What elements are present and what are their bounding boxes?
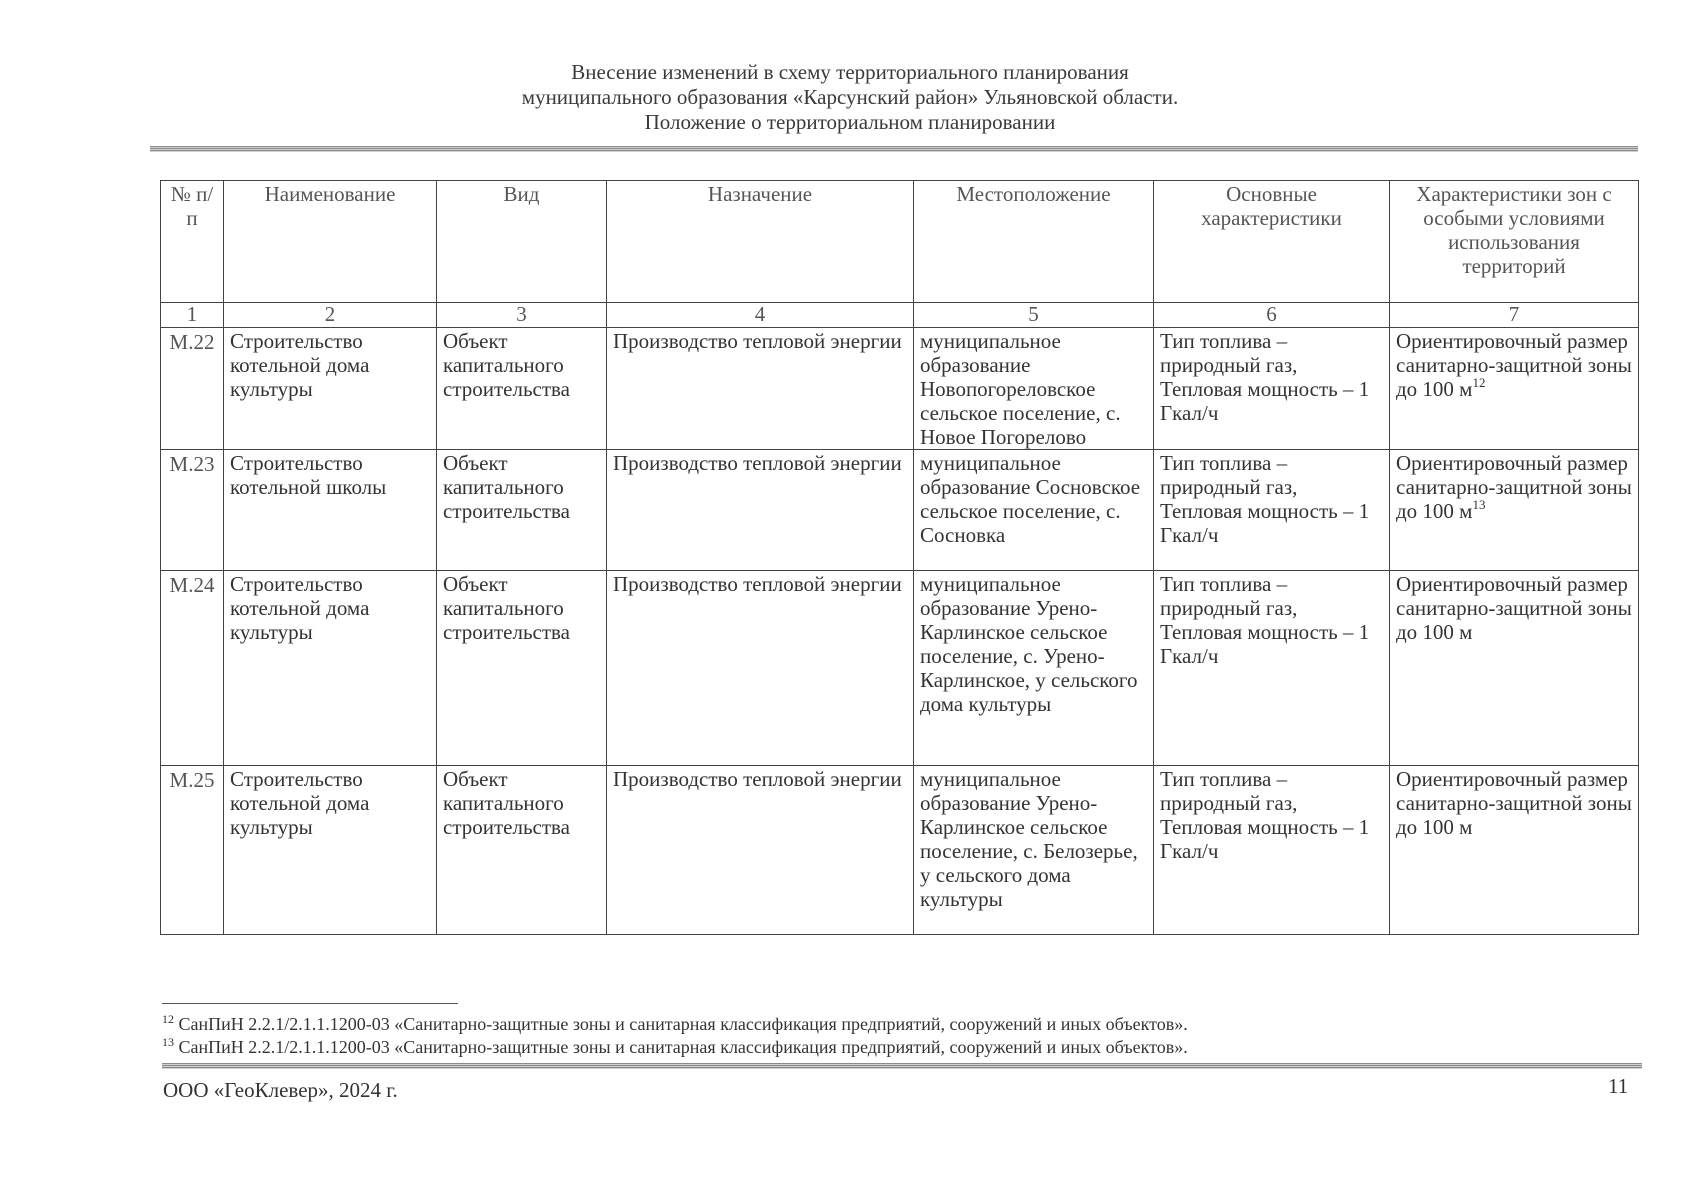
table-row xyxy=(161,328,1639,450)
object-type: Объект капитального строительства xyxy=(437,450,607,571)
object-purpose: Производство тепловой энергии xyxy=(607,450,914,571)
footnote-text: СанПиН 2.2.1/2.1.1.1200-03 «Санитарно-защитные зоны и санитарная классификация предприятий, сооружений и иных объектов». xyxy=(174,1037,1188,1057)
table-header-row xyxy=(161,181,1639,303)
object-characteristics: Тип топлива – природный газ, Тепловая мощность – 1 Гкал/ч xyxy=(1154,328,1390,450)
footnotes xyxy=(162,1013,1632,1059)
object-location: муниципальное образование Урено-Карлинское сельское поселение, с. Урено-Карлинское, у сельского дома культуры xyxy=(914,571,1154,766)
zone-text: Ориентировочный размер санитарно-защитной зоны до 100 м xyxy=(1396,451,1632,523)
page-number: 11 xyxy=(1608,1074,1629,1098)
header-line-3: Положение о территориальном планировании xyxy=(644,110,1056,134)
column-header: Вид xyxy=(437,181,607,303)
zone-characteristics xyxy=(1390,571,1639,766)
footnote xyxy=(162,1013,1632,1036)
footnote-marker: 12 xyxy=(162,1012,174,1026)
column-header: Основные характеристики xyxy=(1154,181,1390,303)
zone-text: Ориентировочный размер санитарно-защитной зоны до 100 м xyxy=(1396,572,1632,644)
object-type: Объект капитального строительства xyxy=(437,766,607,935)
footnote-separator xyxy=(162,1003,458,1004)
column-number: 1 xyxy=(161,303,224,328)
column-header: Характеристики зон с особыми условиями использования территорий xyxy=(1390,181,1639,303)
footer-company: ООО «ГеоКлевер», 2024 г. xyxy=(163,1078,398,1102)
object-purpose: Производство тепловой энергии xyxy=(607,766,914,935)
footnote-ref: 12 xyxy=(1472,375,1486,390)
objects-table xyxy=(160,180,1639,935)
object-purpose: Производство тепловой энергии xyxy=(607,328,914,450)
header-line-2: муниципального образования «Карсунский район» Ульяновской области. xyxy=(521,85,1179,109)
column-number: 3 xyxy=(437,303,607,328)
table-row xyxy=(161,571,1639,766)
zone-characteristics xyxy=(1390,766,1639,935)
object-characteristics: Тип топлива – природный газ, Тепловая мощность – 1 Гкал/ч xyxy=(1154,571,1390,766)
footnote xyxy=(162,1036,1632,1059)
object-name: Строительство котельной дома культуры xyxy=(224,328,437,450)
document-header xyxy=(150,60,1550,135)
object-characteristics: Тип топлива – природный газ, Тепловая мощность – 1 Гкал/ч xyxy=(1154,450,1390,571)
zone-text: Ориентировочный размер санитарно-защитной зоны до 100 м xyxy=(1396,767,1632,839)
footnote-ref: 13 xyxy=(1472,497,1486,512)
row-number: М.22 xyxy=(161,328,224,450)
table-row xyxy=(161,450,1639,571)
zone-characteristics xyxy=(1390,328,1639,450)
row-number: М.23 xyxy=(161,450,224,571)
row-number: М.24 xyxy=(161,571,224,766)
column-header: Назначение xyxy=(607,181,914,303)
column-number: 7 xyxy=(1390,303,1639,328)
column-header: Местоположение xyxy=(914,181,1154,303)
header-line-1: Внесение изменений в схему территориального планирования xyxy=(571,60,1129,84)
column-header: Наименование xyxy=(224,181,437,303)
object-name: Строительство котельной дома культуры xyxy=(224,571,437,766)
column-number-row xyxy=(161,303,1639,328)
footer-divider xyxy=(162,1063,1642,1069)
object-location: муниципальное образование Новопогореловское сельское поселение, с. Новое Погорелово xyxy=(914,328,1154,450)
zone-text: Ориентировочный размер санитарно-защитной зоны до 100 м xyxy=(1396,329,1632,401)
footnote-marker: 13 xyxy=(162,1035,174,1049)
object-location: муниципальное образование Урено-Карлинское сельское поселение, с. Белозерье, у сельского дома культуры xyxy=(914,766,1154,935)
column-number: 5 xyxy=(914,303,1154,328)
column-header: № п/п xyxy=(161,181,224,303)
object-name: Строительство котельной дома культуры xyxy=(224,766,437,935)
column-number: 2 xyxy=(224,303,437,328)
object-characteristics: Тип топлива – природный газ, Тепловая мощность – 1 Гкал/ч xyxy=(1154,766,1390,935)
footnote-text: СанПиН 2.2.1/2.1.1.1200-03 «Санитарно-защитные зоны и санитарная классификация предприятий, сооружений и иных объектов». xyxy=(174,1014,1188,1034)
object-purpose: Производство тепловой энергии xyxy=(607,571,914,766)
column-number: 6 xyxy=(1154,303,1390,328)
object-location: муниципальное образование Сосновское сельское поселение, с. Сосновка xyxy=(914,450,1154,571)
object-name: Строительство котельной школы xyxy=(224,450,437,571)
row-number: М.25 xyxy=(161,766,224,935)
object-type: Объект капитального строительства xyxy=(437,328,607,450)
column-number: 4 xyxy=(607,303,914,328)
zone-characteristics xyxy=(1390,450,1639,571)
table-row xyxy=(161,766,1639,935)
header-divider xyxy=(150,146,1638,152)
object-type: Объект капитального строительства xyxy=(437,571,607,766)
